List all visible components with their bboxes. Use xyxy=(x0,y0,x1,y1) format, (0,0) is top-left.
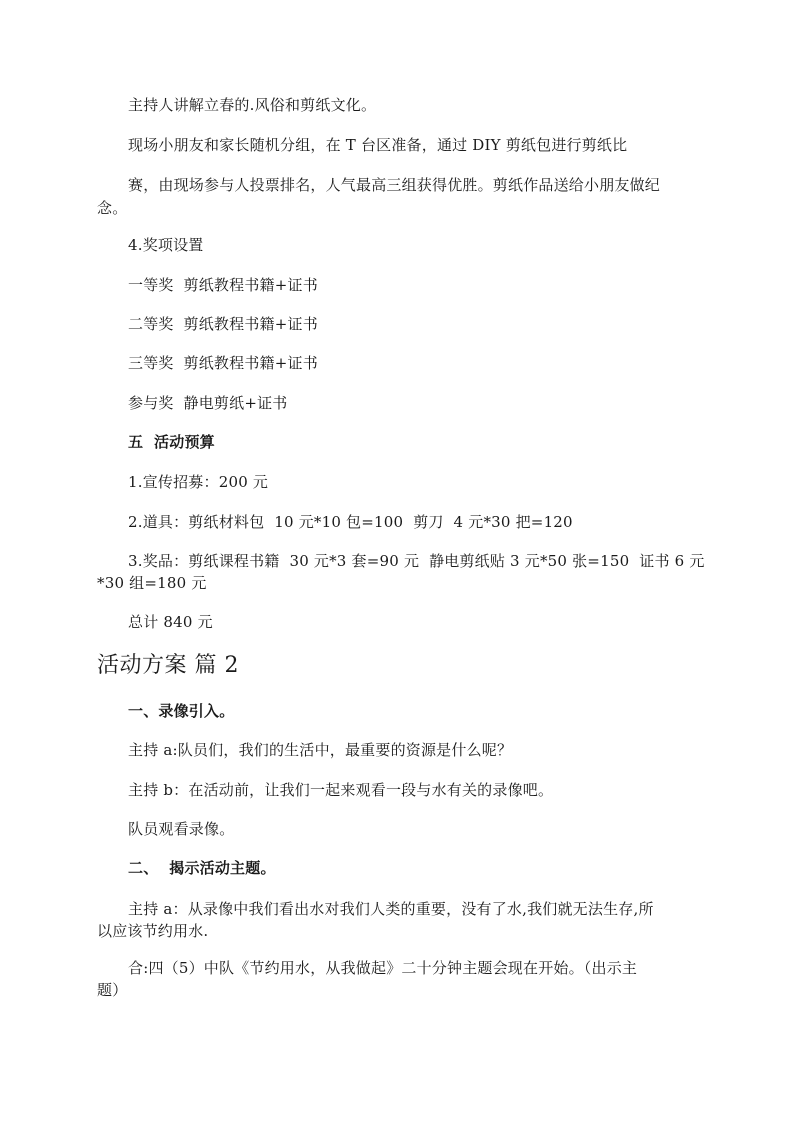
budget-item-2: 2.道具：剪纸材料包 10 元*10 包=100 剪刀 4 元*30 把=120 xyxy=(128,513,573,531)
award-third: 三等奖 剪纸教程书籍+证书 xyxy=(128,354,318,372)
grouping-paragraph-line1: 现场小朋友和家长随机分组，在 T 台区准备，通过 DIY 剪纸包进行剪纸比 xyxy=(128,136,628,154)
host-b-intro: 主持 b：在活动前，让我们一起来观看一段与水有关的录像吧。 xyxy=(128,781,554,799)
plan-2-heading: 活动方案 篇 2 xyxy=(97,653,239,678)
budget-title: 五 活动预算 xyxy=(128,433,215,451)
budget-item-3-line2: *30 组=180 元 xyxy=(97,574,207,592)
grouping-paragraph-line2: 赛，由现场参与人投票排名，人气最高三组获得优胜。剪纸作品送给小朋友做纪 xyxy=(128,176,661,194)
award-second: 二等奖 剪纸教程书籍+证书 xyxy=(128,315,318,333)
host-a-statement-line1: 主持 a：从录像中我们看出水对我们人类的重要，没有了水,我们就无法生存,所 xyxy=(128,900,654,918)
host-a-question: 主持 a:队员们，我们的生活中，最重要的资源是什么呢？ xyxy=(128,741,513,759)
award-participation: 参与奖 静电剪纸+证书 xyxy=(128,394,288,412)
step-2-title: 二、 揭示活动主题。 xyxy=(128,859,276,877)
together-announcement-line2: 题） xyxy=(97,981,128,999)
grouping-paragraph-line3: 念。 xyxy=(97,199,128,217)
together-announcement-line1: 合:四（5）中队《节约用水，从我做起》二十分钟主题会现在开始。（出示主 xyxy=(128,959,638,977)
watch-video: 队员观看录像。 xyxy=(128,820,235,838)
step-1-title: 一、录像引入。 xyxy=(128,702,235,720)
host-a-statement-line2: 以应该节约用水. xyxy=(97,922,209,940)
host-intro-paragraph: 主持人讲解立春的.风俗和剪纸文化。 xyxy=(128,96,377,114)
budget-item-3-line1: 3.奖品：剪纸课程书籍 30 元*3 套=90 元 静电剪纸贴 3 元*50 张=150 证书 6 元 xyxy=(128,552,705,570)
budget-item-1: 1.宣传招募：200 元 xyxy=(128,473,269,491)
awards-title: 4.奖项设置 xyxy=(128,236,204,254)
award-first: 一等奖 剪纸教程书籍+证书 xyxy=(128,276,318,294)
budget-total: 总计 840 元 xyxy=(128,613,213,631)
